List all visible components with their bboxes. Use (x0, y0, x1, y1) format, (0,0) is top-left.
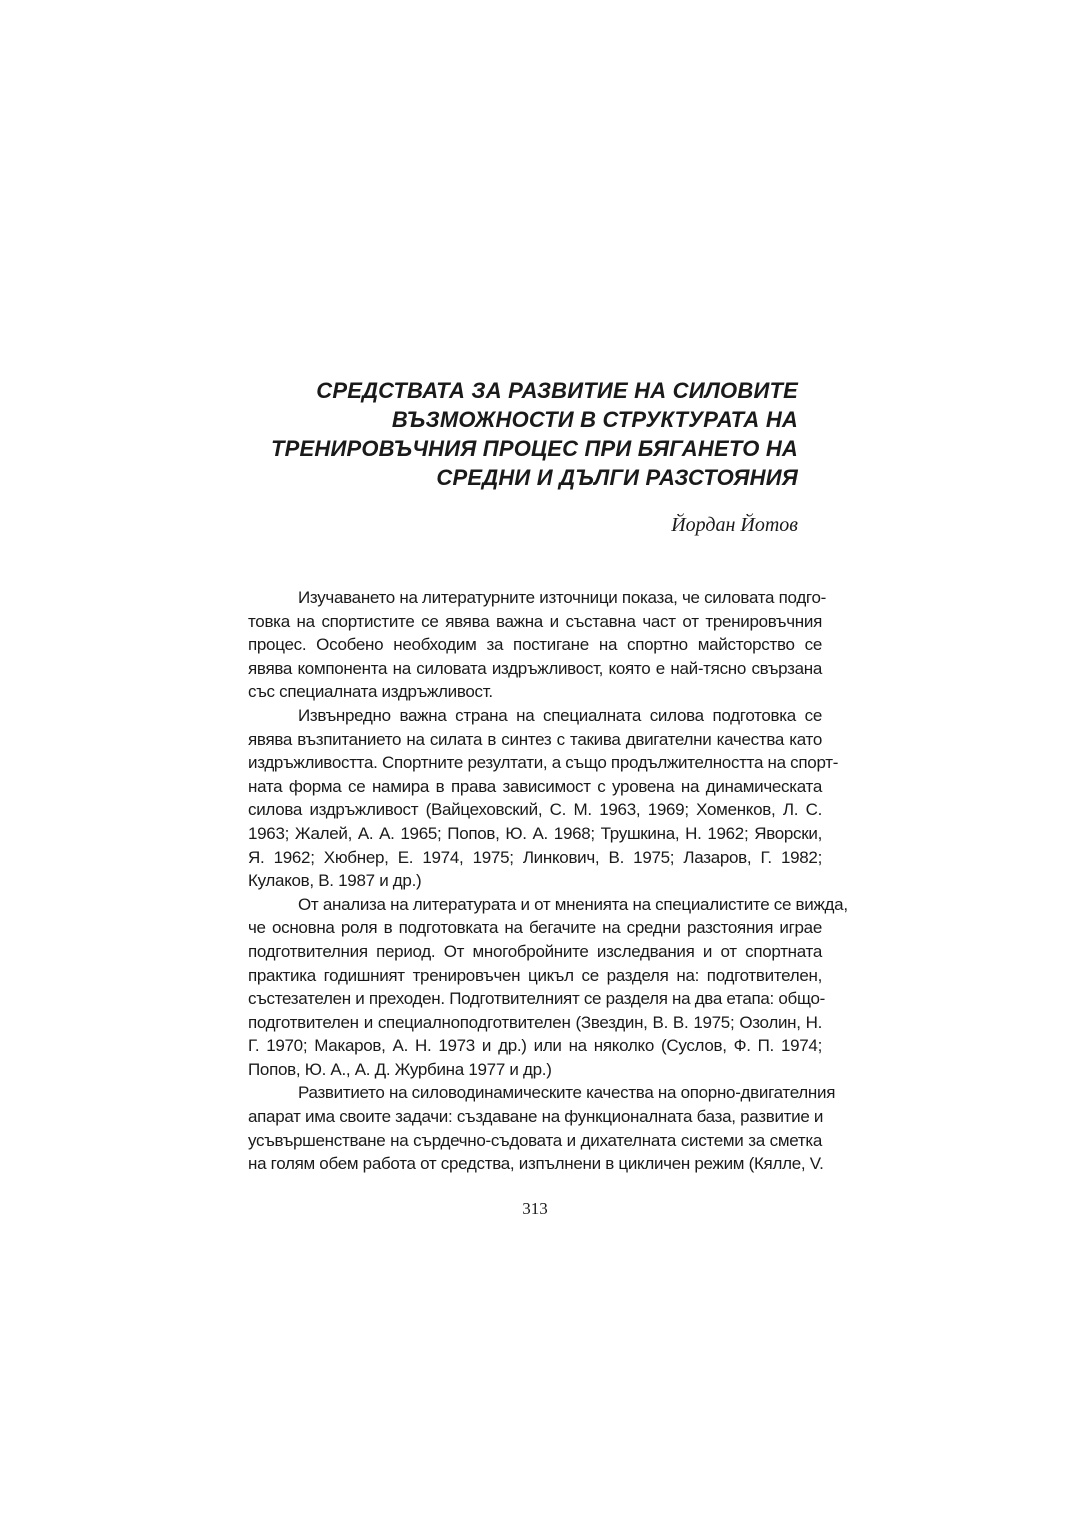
title-line-2: ВЪЗМОЖНОСТИ В СТРУКТУРАТА НА (391, 407, 798, 432)
page-number: 313 (522, 1199, 548, 1218)
paragraph-1 (248, 586, 826, 704)
paragraph-line: явява възпитанието на силата в синтез с такива двигателни качества като (248, 729, 822, 749)
title-line-4: СРЕДНИ И ДЪЛГИ РАЗСТОЯНИЯ (436, 465, 798, 490)
paragraph-line: издръжливостта. Спортните резултати, а също продължителността на спорт- (248, 753, 839, 773)
author-name: Йордан Йотов (671, 514, 798, 536)
paragraph-line: явява компонента на силовата издръжливост, която е най-тясно свързана (248, 658, 822, 678)
paragraph-3 (248, 893, 848, 1082)
paragraph-line: 1963; Жалей, А. А. 1965; Попов, Ю. А. 1968; Трушкина, Н. 1962; Яворски, (248, 823, 822, 843)
paragraph-line: че основна роля в подготовката на бегачите на средни разстояния играе (248, 918, 822, 938)
paragraph-line: Я. 1962; Хюбнер, Е. 1974, 1975; Линкович, В. 1975; Лазаров, Г. 1982; (248, 847, 822, 867)
title-line-3: ТРЕНИРОВЪЧНИЯ ПРОЦЕС ПРИ БЯГАНЕТО НА (270, 436, 798, 461)
paragraph-line: товка на спортистите се явява важна и съставна част от тренировъчния (248, 611, 822, 631)
paragraph-line: практика годишният тренировъчен цикъл се разделя на: подготвителен, (248, 965, 822, 985)
paragraph-line: Развитието на силоводинамическите качества на опорно-двигателния (298, 1083, 836, 1103)
paragraph-line: Изучаването на литературните източници показа, че силовата подго- (298, 588, 826, 607)
paragraph-4 (248, 1081, 836, 1175)
paragraph-line: силова издръжливост (Вайцеховский, С. М. 1963, 1969; Хоменков, Л. С. (248, 800, 822, 820)
paragraph-line: подготвителен и специалноподготвителен (Звездин, В. В. 1975; Озолин, Н. (248, 1012, 822, 1032)
paragraph-2 (248, 704, 839, 893)
paragraph-line: Кулаков, В. 1987 и др.) (248, 871, 422, 891)
paragraph-line: ната форма се намира в права зависимост с уровена на динамическата (248, 776, 822, 796)
paragraph-line: на голям обем работа от средства, изпълнени в цикличен режим (Кялле, V. (248, 1154, 824, 1174)
paragraph-line: Попов, Ю. А., А. Д. Журбина 1977 и др.) (248, 1059, 552, 1079)
article-body (248, 586, 848, 1176)
paragraph-line: апарат има своите задачи: създаване на функционалната база, развитие и (248, 1107, 824, 1127)
paragraph-line: състезателен и преходен. Подготвителният се разделя на два етапа: общо- (248, 989, 825, 1009)
paragraph-line: със специалната издръжливост. (248, 682, 493, 702)
paragraph-line: Г. 1970; Макаров, А. Н. 1973 и др.) или на няколко (Суслов, Ф. П. 1974; (248, 1036, 822, 1056)
paragraph-line: процес. Особено необходим за постигане на спортно майсторство се (248, 635, 822, 655)
paragraph-line: Извънредно важна страна на специалната силова подготовка се (298, 705, 822, 725)
article-title (250, 376, 798, 492)
paragraph-line: подготвителния период. От многобройните изследвания и от спортната (248, 941, 822, 961)
paragraph-line: усъвършенстване на сърдечно-съдовата и дихателната системи за сметка (248, 1130, 822, 1150)
paragraph-line: От анализа на литературата и от мненията на специалистите се вижда, (298, 894, 848, 914)
title-line-1: СРЕДСТВАТА ЗА РАЗВИТИЕ НА СИЛОВИТЕ (316, 378, 798, 403)
